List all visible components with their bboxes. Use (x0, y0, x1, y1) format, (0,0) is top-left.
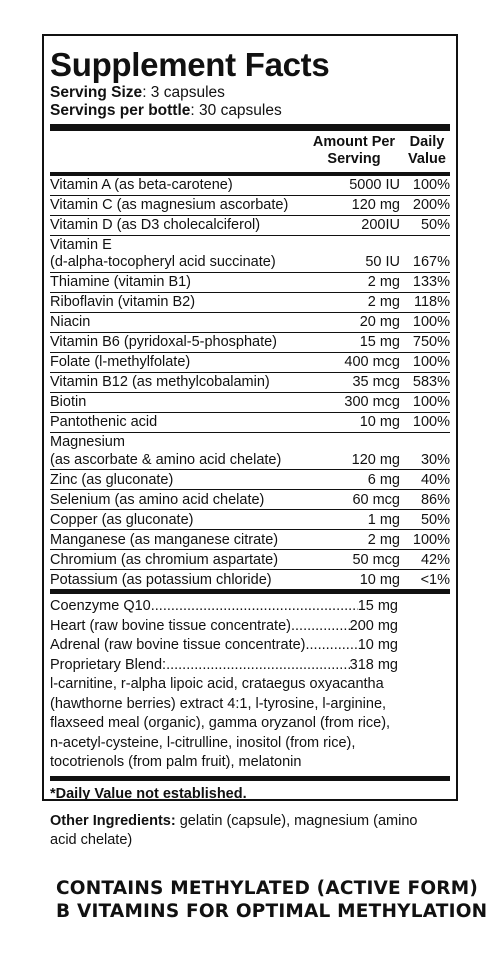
dv-header-line1: Daily (409, 134, 445, 150)
supplement-facts-panel (42, 34, 458, 801)
nutrient-name (50, 572, 300, 589)
blend-line: l-carnitine, r-alpha lipoic acid, crataegus oxyacantha (50, 676, 384, 693)
blend-description (50, 675, 450, 773)
blend-line: flaxseed meal (organic), gamma oryzanol (from rice), (50, 715, 391, 732)
blend-line: tocotrienols (from palm fruit), melatonin (50, 754, 302, 771)
other-ingredient-name: Proprietary Blend: (50, 656, 167, 673)
amount-header-line1: Amount Per (312, 134, 396, 150)
nutrient-daily-value: 100% (412, 177, 450, 194)
nutrient-amount: 50 IU (365, 254, 400, 271)
other-ingredients-text-cont: acid chelate) (50, 832, 133, 848)
nutrient-row (50, 413, 450, 433)
daily-value-header (404, 134, 450, 168)
nutrient-amount: 200IU (361, 217, 400, 234)
nutrient-row (50, 293, 450, 313)
nutrient-amount: 10 mg (359, 571, 400, 588)
nutrient-amount: 10 mg (359, 414, 400, 431)
other-ingredient-amount: 10 mg (357, 637, 398, 654)
other-ingredient-amount: 15 mg (357, 598, 398, 615)
nutrient-name-line: Vitamin E (50, 237, 112, 254)
nutrient-row (50, 176, 450, 196)
nutrient-name-line: Vitamin C (as magnesium ascorbate) (50, 197, 289, 214)
nutrient-amount: 5000 IU (349, 177, 400, 194)
nutrient-row (50, 510, 450, 530)
dot-leader (166, 656, 350, 676)
nutrient-name-line: (d-alpha-tocopheryl acid succinate) (50, 254, 276, 271)
nutrient-name (50, 394, 300, 411)
nutrient-daily-value: 50% (420, 511, 450, 528)
nutrient-name-line: Biotin (50, 394, 87, 411)
nutrient-name (50, 314, 300, 331)
nutrient-amount: 120 mg (351, 197, 400, 214)
serving-size (50, 84, 450, 102)
servings-value: : 30 capsules (190, 102, 282, 119)
nutrient-name (50, 217, 300, 234)
nutrient-name (50, 552, 300, 569)
nutrient-daily-value: 100% (412, 414, 450, 431)
nutrient-name (50, 434, 300, 469)
nutrient-row (50, 530, 450, 550)
banner-line2: B VITAMINS FOR OPTIMAL METHYLATION (56, 901, 488, 922)
dot-leader (306, 636, 358, 656)
nutrient-name (50, 354, 300, 371)
dot-leader (291, 617, 350, 637)
nutrient-daily-value: 200% (412, 197, 450, 214)
nutrient-name-line: (as ascorbate & amino acid chelate) (50, 451, 282, 468)
nutrient-name (50, 274, 300, 291)
nutrient-amount: 60 mcg (352, 491, 400, 508)
nutrient-amount: 2 mg (367, 531, 400, 548)
nutrient-daily-value: 50% (420, 217, 450, 234)
nutrient-row (50, 393, 450, 413)
other-ingredient-row (50, 617, 398, 637)
nutrient-row (50, 196, 450, 216)
dot-leader (151, 597, 358, 617)
nutrient-daily-value: 86% (420, 491, 450, 508)
nutrient-name-line: Vitamin B6 (pyridoxal-5-phosphate) (50, 334, 278, 351)
other-ingredient-row (50, 656, 398, 676)
nutrient-daily-value: 583% (412, 374, 450, 391)
nutrient-name-line: Folate (l-methylfolate) (50, 354, 191, 371)
nutrient-amount: 15 mg (359, 334, 400, 351)
nutrient-amount: 35 mcg (352, 374, 400, 391)
footnote: *Daily Value not established. (50, 785, 247, 802)
nutrient-daily-value: 750% (412, 334, 450, 351)
nutrient-name (50, 177, 300, 194)
nutrient-name-line: Riboflavin (vitamin B2) (50, 294, 196, 311)
other-ingredients-text: gelatin (capsule), magnesium (amino (175, 813, 418, 829)
serving-size-value: : 3 capsules (142, 84, 225, 101)
other-ingredient-name: Coenzyme Q10 (50, 598, 151, 615)
other-ingredient-name: Heart (raw bovine tissue concentrate) (50, 617, 291, 634)
nutrient-name-line: Magnesium (50, 434, 125, 451)
nutrient-table (50, 176, 450, 589)
nutrient-name-line: Pantothenic acid (50, 414, 158, 431)
other-ingredient-amount: 318 mg (349, 656, 398, 673)
nutrient-amount: 50 mcg (352, 551, 400, 568)
nutrient-row (50, 550, 450, 570)
amount-header-line2: Serving (327, 151, 381, 167)
nutrient-daily-value: 100% (412, 531, 450, 548)
nutrient-name (50, 294, 300, 311)
column-headers (50, 131, 450, 172)
nutrient-amount: 120 mg (351, 451, 400, 468)
nutrient-row (50, 333, 450, 353)
nutrient-daily-value: 30% (420, 451, 450, 468)
nutrient-amount: 2 mg (367, 274, 400, 291)
nutrient-name (50, 472, 300, 489)
nutrient-daily-value: 100% (412, 314, 450, 331)
amount-per-serving-header (304, 134, 404, 168)
nutrient-name-line: Niacin (50, 314, 91, 331)
nutrient-amount: 1 mg (367, 511, 400, 528)
other-ingredient-row (50, 597, 398, 617)
serving-size-label: Serving Size (50, 84, 143, 101)
other-ingredients (50, 812, 462, 850)
servings-per-bottle (50, 102, 450, 120)
nutrient-name-line: Vitamin A (as beta-carotene) (50, 177, 233, 194)
nutrient-row (50, 490, 450, 510)
nutrient-amount: 2 mg (367, 294, 400, 311)
nutrient-name-line: Manganese (as manganese citrate) (50, 531, 279, 548)
nutrient-row (50, 570, 450, 589)
nutrient-name-line: Potassium (as potassium chloride) (50, 571, 272, 588)
nutrient-row (50, 373, 450, 393)
nutrient-amount: 20 mg (359, 314, 400, 331)
dv-header-line2: Value (408, 151, 446, 167)
other-ingredient-name: Adrenal (raw bovine tissue concentrate) (50, 637, 306, 654)
nutrient-name (50, 492, 300, 509)
nutrient-name-line: Vitamin D (as D3 cholecalciferol) (50, 217, 261, 234)
nutrient-row (50, 353, 450, 373)
nutrient-name-line: Vitamin B12 (as methylcobalamin) (50, 374, 270, 391)
nutrient-name (50, 237, 300, 272)
nutrient-name-line: Copper (as gluconate) (50, 511, 194, 528)
blend-line: n-acetyl-cysteine, l-citrulline, inositol (from rice), (50, 734, 356, 751)
nutrient-daily-value: 133% (412, 274, 450, 291)
other-ingredients-line1 (50, 812, 462, 831)
nutrient-name (50, 374, 300, 391)
panel-inner (50, 36, 450, 803)
nutrient-name (50, 197, 300, 214)
methylation-banner (56, 877, 487, 923)
nutrient-amount: 400 mcg (344, 354, 400, 371)
nutrient-daily-value: 100% (412, 354, 450, 371)
nutrient-name (50, 532, 300, 549)
nutrient-daily-value: 118% (413, 294, 450, 311)
other-ingredients-list (50, 594, 450, 675)
nutrient-row (50, 216, 450, 236)
nutrient-row (50, 470, 450, 490)
thick-rule (50, 124, 450, 131)
other-ingredients-label: Other Ingredients: (50, 813, 176, 829)
nutrient-daily-value: 167% (412, 254, 450, 271)
nutrient-amount: 300 mcg (344, 394, 400, 411)
nutrient-daily-value: 40% (420, 471, 450, 488)
servings-label: Servings per bottle (50, 102, 191, 119)
nutrient-daily-value: 42% (420, 551, 450, 568)
nutrient-name-line: Selenium (as amino acid chelate) (50, 491, 265, 508)
nutrient-daily-value: 100% (412, 394, 450, 411)
other-ingredient-amount: 200 mg (349, 617, 398, 634)
nutrient-amount: 6 mg (367, 471, 400, 488)
other-ingredient-row (50, 636, 398, 656)
nutrient-row (50, 236, 450, 273)
nutrient-row (50, 313, 450, 333)
banner-line1: CONTAINS METHYLATED (ACTIVE FORM) (56, 878, 479, 899)
nutrient-row (50, 273, 450, 293)
blend-line: (hawthorne berries) extract 4:1, l-tyrosine, l-arginine, (50, 695, 387, 712)
nutrient-name-line: Thiamine (vitamin B1) (50, 274, 192, 291)
nutrient-daily-value: <1% (420, 571, 450, 588)
nutrient-name (50, 414, 300, 431)
nutrient-name-line: Chromium (as chromium aspartate) (50, 551, 279, 568)
panel-title: Supplement Facts (50, 46, 330, 83)
nutrient-name (50, 334, 300, 351)
nutrient-name (50, 512, 300, 529)
nutrient-row (50, 433, 450, 470)
nutrient-name-line: Zinc (as gluconate) (50, 471, 174, 488)
